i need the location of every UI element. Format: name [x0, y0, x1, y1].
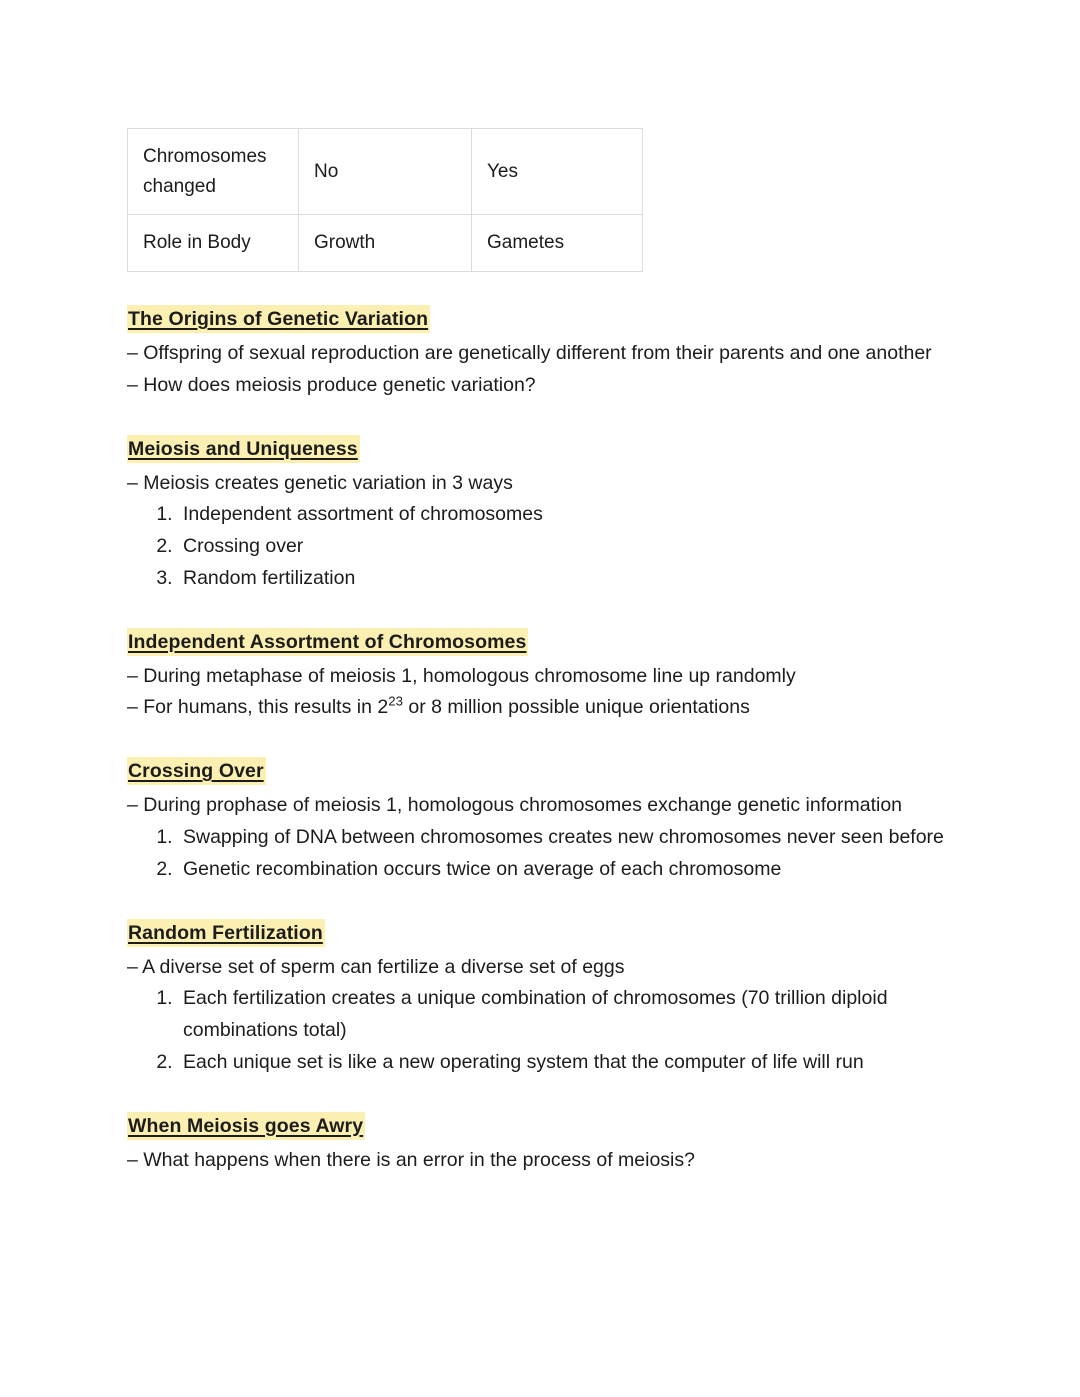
- highlighted-heading-text: Independent Assortment of Chromosomes: [127, 628, 528, 656]
- section-heading: [127, 438, 953, 461]
- section-when-meiosis-goes-awry: [127, 1115, 953, 1177]
- section-independent-assortment: [127, 631, 953, 725]
- section-origins-of-genetic-variation: [127, 308, 953, 402]
- bullet-line: – Offspring of sexual reproduction are genetically different from their parents and one another: [127, 342, 932, 364]
- table-cell: Yes: [472, 129, 643, 215]
- highlighted-heading-text: When Meiosis goes Awry: [127, 1112, 365, 1140]
- highlighted-heading-text: Meiosis and Uniqueness: [127, 435, 360, 463]
- bullet-line-with-exponent: [127, 692, 953, 724]
- section-random-fertilization: [127, 922, 953, 1079]
- section-heading: [127, 308, 953, 331]
- comparison-table: [127, 128, 643, 272]
- list-item: 2. Genetic recombination occurs twice on average of each chromosome: [178, 854, 953, 886]
- highlighted-heading-text: Random Fertilization: [127, 919, 325, 947]
- bullet-line: – During prophase of meiosis 1, homologous chromosomes exchange genetic information: [127, 794, 903, 817]
- list-item: 1. Each fertilization creates a unique combination of chromosomes (70 trillion diploid combinations total): [178, 983, 953, 1047]
- list-item: 2. Each unique set is like a new operating system that the computer of life will run: [178, 1047, 953, 1079]
- bullet-line: – What happens when there is an error in the process of meiosis?: [127, 1148, 695, 1171]
- exponent-superscript: 23: [388, 693, 403, 709]
- list-item: 1. Swapping of DNA between chromosomes creates new chromosomes never seen before: [178, 822, 953, 854]
- section-heading: [127, 760, 953, 783]
- table-row: [128, 215, 643, 272]
- section-heading: [127, 1115, 953, 1138]
- exponent-prefix: – For humans, this results in 2: [127, 696, 389, 719]
- list-item: 3. Random fertilization: [178, 563, 953, 595]
- section-heading: [127, 922, 953, 945]
- table-cell: No: [299, 129, 472, 215]
- table-cell: Growth: [299, 215, 472, 272]
- table-row: [128, 129, 643, 215]
- numbered-list: [127, 499, 953, 594]
- numbered-list: [127, 822, 953, 886]
- bullet-line: – During metaphase of meiosis 1, homologous chromosome line up randomly: [127, 664, 796, 687]
- table-cell: Chromosomes changed: [128, 129, 299, 215]
- list-item: 1. Independent assortment of chromosomes: [178, 499, 953, 531]
- exponent-suffix: or 8 million possible unique orientations: [402, 696, 750, 719]
- bullet-line: – A diverse set of sperm can fertilize a diverse set of eggs: [127, 955, 625, 978]
- highlighted-heading-text: Crossing Over: [127, 757, 266, 785]
- section-meiosis-and-uniqueness: [127, 438, 953, 595]
- section-heading: [127, 631, 953, 654]
- list-item: 2. Crossing over: [178, 531, 953, 563]
- bullet-line: – Meiosis creates genetic variation in 3 ways: [127, 471, 513, 494]
- highlighted-heading-text: The Origins of Genetic Variation: [127, 305, 430, 333]
- section-crossing-over: [127, 760, 953, 885]
- table-cell: Gametes: [472, 215, 643, 272]
- bullet-line: – How does meiosis produce genetic variation?: [127, 373, 536, 396]
- table-cell: Role in Body: [128, 215, 299, 272]
- numbered-list: [127, 983, 953, 1078]
